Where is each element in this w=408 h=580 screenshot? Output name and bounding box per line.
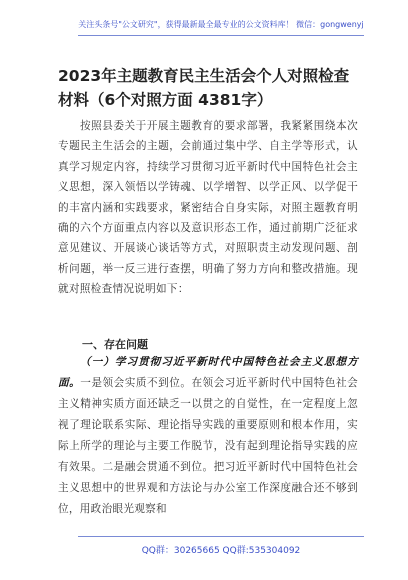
- subsection-body: 一是领会实质不到位。在领会习近平新时代中国特色社会主义精神实质方面还缺乏一以贯之的自觉性，在一定程度上忽视了理论联系实际、理论指导实践的重要原则和根本作用，实际上所学的理论与主要工作脱节，没有起到理论指导实践的应有效果。二是融会贯通不到位。把习近平新时代中国特色社会主义思想中的世界观和方法论与办公室工作深度融合还不够到位，用政治眼光观察和: [58, 377, 358, 515]
- page-footer: [78, 536, 364, 558]
- subsection-paragraph: [58, 352, 358, 520]
- subsection-heading: （一）学习贯彻习近平新时代中国特色社会主义思想方面。: [58, 356, 358, 389]
- document-title: 2023年主题教育民主生活会个人对照检查材料（6个对照方面 4381字）: [58, 67, 350, 109]
- page-header: [78, 14, 364, 36]
- intro-paragraph: 按照县委关于开展主题教育的要求部署，我紧紧围绕本次专题民主生活会的主题，会前通过集中学、自主学等形式，认真学习规定内容，持续学习贯彻习近平新时代中国特色社会主义思想，深入领悟以学铸魂、以学增智、以学正风、以学促干的丰富内涵和实践要求，紧密结合自身实际，对照主题教育明确的六个方面重点内容以及意识形态工作，通过前期广泛征求意见建议、开展谈心谈话等方式，对照职责主动发现问题、剖析问题，举一反三进行查摆，明确了努力方向和整改措施。现就对照检查情况说明如下：: [58, 120, 358, 296]
- section-heading: 一、存在问题: [82, 338, 148, 351]
- footer-qq-text: QQ群：30265665 QQ群:535304092: [141, 546, 301, 556]
- header-promo-text: 关注头条号"公文研究"，获得最新最全最专业的公文资料库！ 微信：gongwenyj: [78, 20, 364, 29]
